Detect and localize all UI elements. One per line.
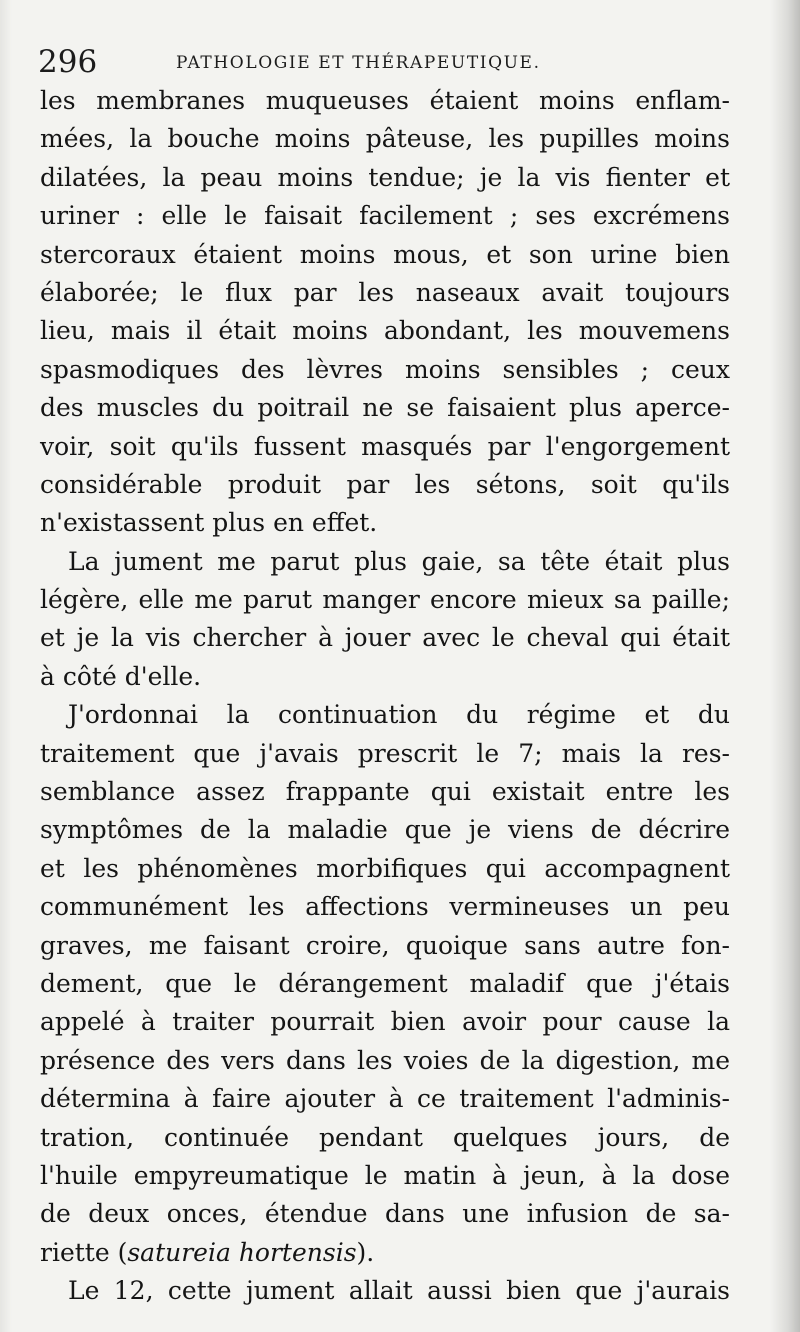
text-line: considérable produit par les sétons, soit qu'ils (40, 469, 730, 499)
text-line: semblance assez frappante qui existait entre les (40, 777, 730, 807)
text-line: mées, la bouche moins pâteuse, les pupilles moins (40, 124, 730, 154)
paragraph (40, 696, 730, 1272)
text-line: n'existassent plus en effet. (40, 508, 378, 538)
text-line: uriner : elle le faisait facilement ; ses excrémens (40, 201, 730, 231)
page-number: 296 (38, 44, 98, 80)
text-line: et je la vis chercher à jouer avec le cheval qui était (40, 623, 730, 653)
text-fragment: riette ( (40, 1237, 128, 1267)
text-line: spasmodiques des lèvres moins sensibles ; ceux (40, 354, 730, 384)
text-line: La jument me parut plus gaie, sa tête était plus (68, 546, 730, 576)
text-line: traitement que j'avais prescrit le 7; mais la res- (40, 738, 730, 768)
paragraph (40, 82, 730, 543)
running-title: PATHOLOGIE ET THÉRAPEUTIQUE. (176, 53, 541, 73)
text-line: les membranes muqueuses étaient moins enflam- (40, 86, 730, 115)
paragraph (40, 543, 730, 697)
text-line: tration, continuée pendant quelques jours, de (40, 1122, 730, 1152)
text-line: Le 12, cette jument allait aussi bien que j'aurais (68, 1276, 730, 1306)
text-line: présence des vers dans les voies de la digestion, me (40, 1045, 730, 1075)
paragraph (40, 1272, 730, 1310)
text-line-with-italic (40, 1234, 730, 1272)
text-line: l'huile empyreumatique le matin à jeun, à la dose (40, 1160, 730, 1190)
text-line: lieu, mais il était moins abondant, les mouvemens (40, 316, 730, 346)
text-line: de deux onces, étendue dans une infusion de sa- (40, 1199, 730, 1229)
text-line: communément les affections vermineuses un peu (40, 892, 730, 922)
text-line: voir, soit qu'ils fussent masqués par l'engorgement (40, 431, 730, 461)
italic-latin-name: satureia hortensis (127, 1237, 357, 1267)
text-line: appelé à traiter pourrait bien avoir pour cause la (40, 1007, 730, 1037)
text-line: et les phénomènes morbifiques qui accompagnent (40, 853, 730, 883)
text-line: stercoraux étaient moins mous, et son urine bien (40, 239, 730, 269)
text-line: détermina à faire ajouter à ce traitement l'adminis- (40, 1084, 730, 1114)
text-line: dilatées, la peau moins tendue; je la vis fienter et (40, 162, 730, 192)
text-line: J'ordonnai la continuation du régime et du (68, 700, 730, 730)
text-line: à côté d'elle. (40, 661, 202, 691)
text-line: légère, elle me parut manger encore mieux sa paille; (40, 585, 730, 615)
text-line: symptômes de la maladie que je viens de décrire (40, 815, 730, 845)
text-line: graves, me faisant croire, quoique sans autre fon- (40, 930, 730, 960)
text-line: élaborée; le flux par les naseaux avait toujours (40, 277, 730, 307)
text-fragment: ). (356, 1237, 375, 1267)
text-line: des muscles du poitrail ne se faisaient plus aperce- (40, 393, 730, 423)
text-line: dement, que le dérangement maladif que j'étais (40, 968, 730, 998)
body-text (40, 82, 730, 1311)
page-header (38, 42, 728, 82)
